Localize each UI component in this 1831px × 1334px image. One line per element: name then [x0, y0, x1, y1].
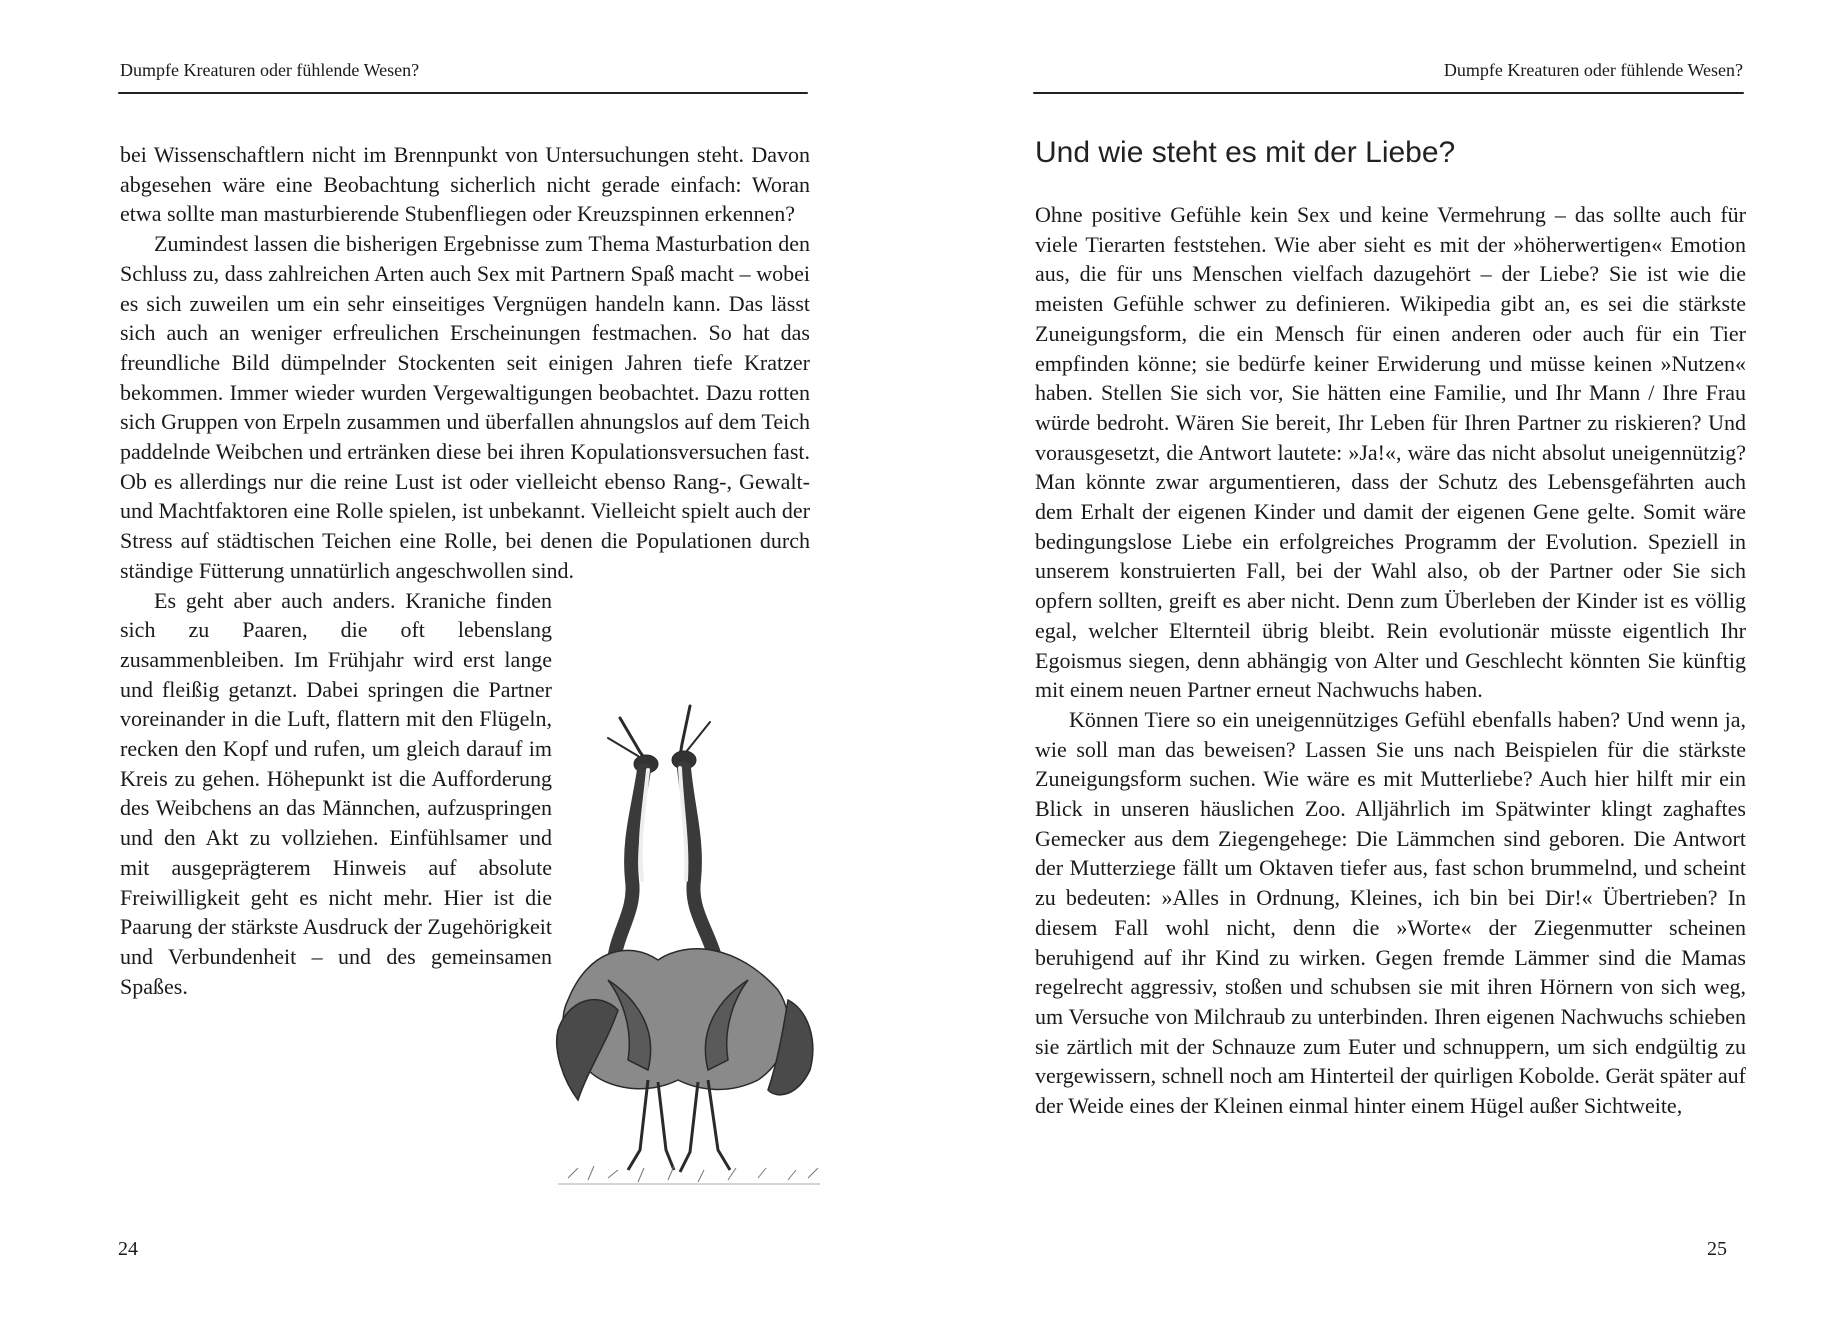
- left-paragraph-1: bei Wissenschaftlern nicht im Brennpunkt von Untersuchungen steht. Davon abgesehen wäre eine Beobachtung sicherlich nicht gerade einfach: Woran etwa sollte man masturbierende Stubenfliegen oder Kreuzspinnen erkennen?: [120, 142, 810, 227]
- right-page: [915, 0, 1831, 1299]
- header-rule-left: [118, 92, 808, 94]
- section-heading: Und wie steht es mit der Liebe?: [1035, 136, 1456, 169]
- page-number-right: 25: [1707, 1238, 1727, 1260]
- right-paragraph-1: Ohne positive Gefühle kein Sex und keine Vermehrung – das sollte auch für viele Tierarten feststehen. Wie aber sieht es mit der »höherwertigen« Emotion aus, die für uns Menschen vielfach dazugehört – der Liebe? Sie ist wie die meisten Gefühle schwer zu definieren. Wikipedia gibt an, es sei die stärkste Zuneigungsform, die ein Mensch für einen anderen oder auch für ein Tier empfinden könne; sie bedürfe keiner Erwiderung und müsse keinen »Nutzen« haben. Stellen Sie sich vor, Sie hätten eine Familie, und Ihr Mann / Ihre Frau würde bedroht. Wären Sie bereit, Ihr Leben für Ihren Partner zu riskieren? Und vorausgesetzt, die Antwort lautete: »Ja!«, wäre das nicht absolut uneigennützig? Man könnte zwar argumentieren, dass der Schutz des Lebensgefährten auch dem Erhalt der eigenen Kinder und damit der eigenen Gene gelte. Somit wäre bedingungslose Liebe ein erfolgreiches Programm der Evolution. Speziell in unserem konstruierten Fall, bei der Wahl also, ob der Partner oder Sie sich opfern sollten, greift es aber nicht. Denn zum Überleben der Kinder ist es völlig egal, welcher Elternteil übrig bleibt. Rein evolutionär müsste eigentlich Ihr Egoismus siegen, denn abhängig von Alter und Geschlecht könnten Sie künftig mit einem neuen Partner erneut Nachwuchs haben.: [1035, 202, 1746, 703]
- page-number-left: 24: [118, 1238, 138, 1260]
- crane-pair-icon: [548, 700, 830, 1190]
- right-body-text: [1035, 200, 1746, 1121]
- left-page: [0, 0, 915, 1299]
- right-paragraph-2: Können Tiere so ein uneigennütziges Gefühl ebenfalls haben? Und wenn ja, wie soll man das beweisen? Lassen Sie uns nach Beispielen für die stärkste Zuneigungsform suchen. Wie wäre es mit Mutterliebe? Auch hier hilft mir ein Blick in unseren häuslichen Zoo. Alljährlich im Spätwinter klingt zaghaftes Gemecker aus dem Ziegengehege: Die Lämmchen sind geboren. Die Antwort der Mutterziege fällt um Oktaven tiefer aus, fast schon brummelnd, und scheint zu bedeuten: »Alles in Ordnung, Kleines, ich bin bei Dir!« Übertrieben? In diesem Fall wohl nicht, denn die »Worte« der Ziegenmutter scheinen beruhigend auf ihr Kind zu wirken. Gegen fremde Lämmer sind die Mamas regelrecht aggressiv, stoßen und schubsen sie mit ihren Hörnern von sich weg, um Versuche von Milchraub zu unterbinden. Ihren eigenen Nachwuchs schieben sie zärtlich mit der Schnauze zum Euter und schnuppern, um sich endgültig zu vergewissern, schnell noch am Hinterteil der quirligen Kobolde. Gerät später auf der Weide eines der Kleinen einmal hinter einem Hügel außer Sichtweite,: [1035, 706, 1746, 1119]
- running-header-left: Dumpfe Kreaturen oder fühlende Wesen?: [120, 60, 420, 80]
- running-header-right: Dumpfe Kreaturen oder fühlende Wesen?: [1443, 60, 1743, 80]
- left-paragraph-2: Zumindest lassen die bisherigen Ergebnisse zum Thema Masturbation den Schluss zu, dass zahlreichen Arten auch Sex mit Partnern Spaß macht – wobei es sich zuweilen um ein sehr einseitiges Vergnügen handeln kann. Das lässt sich auch an weniger erfreulichen Erscheinungen festmachen. So hat das freundliche Bild dümpelnder Stockenten seit einigen Jahren tiefe Kratzer bekommen. Immer wieder wurden Vergewaltigungen beobachtet. Dazu rotten sich Gruppen von Erpeln zusammen und überfallen ahnungslos auf dem Teich paddelnde Weibchen und ertränken diese bei ihren Kopulationsversuchen fast. Ob es allerdings nur die reine Lust ist oder vielleicht ebenso Rang-, Gewalt- und Machtfaktoren eine Rolle spielen, ist unbekannt. Vielleicht spielt auch der Stress auf städtischen Teichen eine Rolle, bei denen die Populationen durch ständige Fütterung unnatürlich angeschwollen sind.: [120, 231, 810, 583]
- left-paragraph-3: Es geht aber auch anders. Kraniche finden sich zu Paaren, die oft lebenslang zusammenbleiben. Im Frühjahr wird erst lange und fleißig getanzt. Dabei springen die Partner voreinander in die Luft, flattern mit den Flügeln, recken den Kopf und rufen, um gleich darauf im Kreis zu gehen. Höhepunkt ist die Aufforderung des Weibchens an das Männchen, aufzuspringen und den Akt zu vollziehen. Einfühlsamer und mit ausgeprägterem Hinweis auf absolute Freiwilligkeit geht es nicht mehr. Hier ist die Paarung der stärkste Ausdruck der Zugehörigkeit und Verbundenheit – und des gemeinsamen Spaßes.: [120, 587, 552, 999]
- header-rule-right: [1033, 92, 1744, 94]
